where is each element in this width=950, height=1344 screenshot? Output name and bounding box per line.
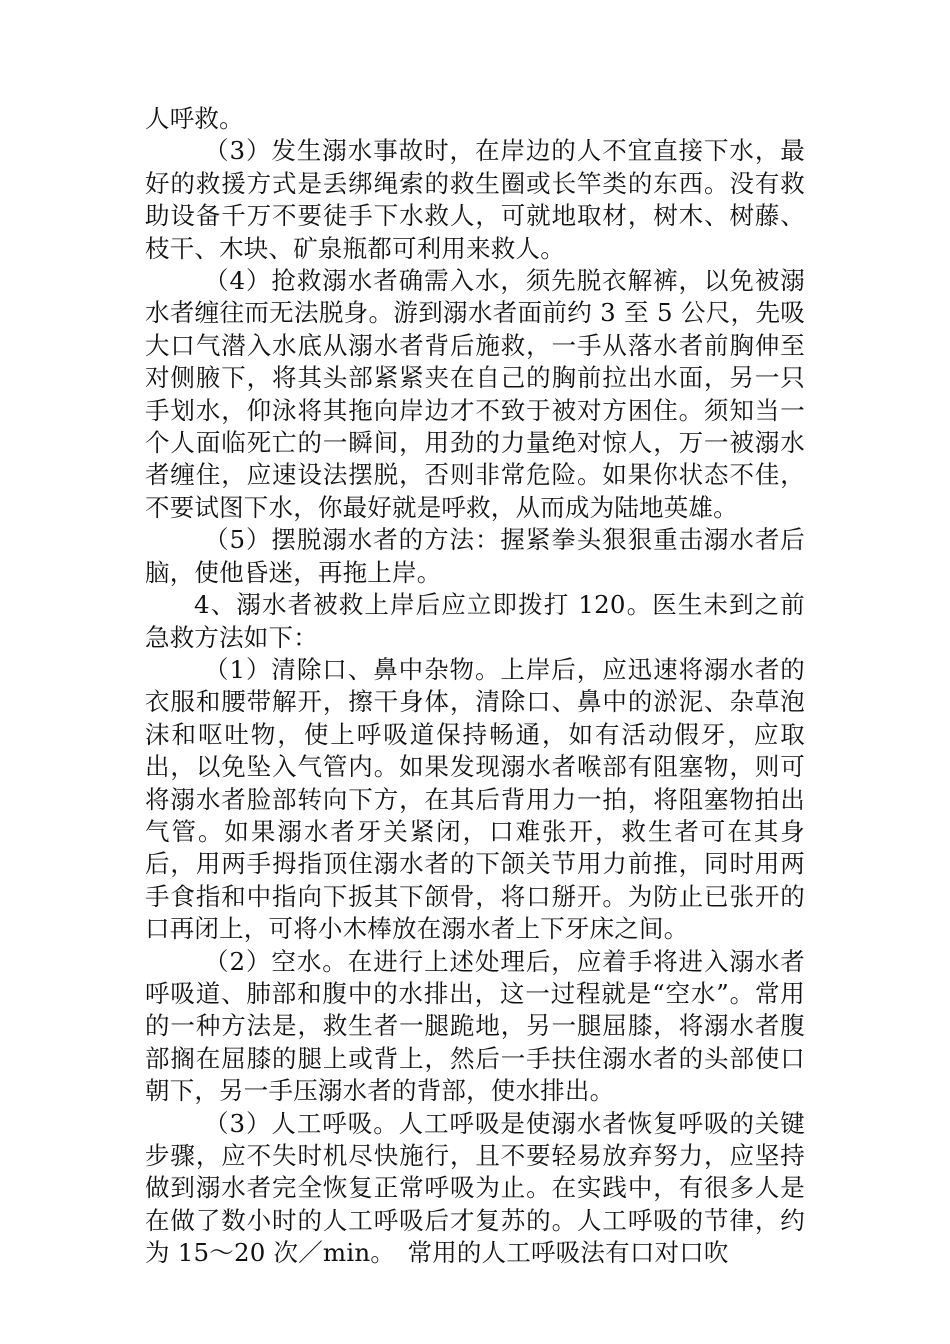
paragraph-first-aid-3: （3）人工呼吸。人工呼吸是使溺水者恢复呼吸的关键步骤，应不失时机尽快施行，且不要轻易放弃努力，应坚持做到溺水者完全恢复正常呼吸为止。在实践中，有很多人是在做了数小时的人工呼吸后才复苏的。人工呼吸的节律，约为 15～20 次／min。 常用的人工呼吸法有口对口吹	[145, 1108, 805, 1268]
paragraph-section-4: 4、溺水者被救上岸后应立即拨打 120。医生未到之前急救方法如下：	[145, 590, 805, 652]
paragraph-first-aid-1: （1）清除口、鼻中杂物。上岸后，应迅速将溺水者的衣服和腰带解开，擦干身体，清除口、鼻中的淤泥、杂草泡沫和呕吐物，使上呼吸道保持畅通，如有活动假牙，应取出，以免坠入气管内。如果发现溺水者喉部有阻塞物，则可将溺水者脸部转向下方，在其后背用力一拍，将阻塞物拍出气管。如果溺水者牙关紧闭，口难张开，救生者可在其身后，用两手拇指顶住溺水者的下颌关节用力前推，同时用两手食指和中指向下扳其下颌骨，将口掰开。为防止已张开的口再闭上，可将小木棒放在溺水者上下牙床之间。	[145, 654, 805, 944]
paragraph-continuation: 人呼救。	[145, 104, 244, 133]
document-body	[145, 103, 805, 1270]
paragraph-rescue-method-4: （4）抢救溺水者确需入水，须先脱衣解裤，以免被溺水者缠往而无法脱身。游到溺水者面前约 3 至 5 公尺，先吸大口气潜入水底从溺水者背后施救，一手从落水者前胸伸至对侧腋下，将其头部紧紧夹在自己的胸前拉出水面，另一只手划水，仰泳将其拖向岸边才不致于被对方困住。须知当一个人面临死亡的一瞬间，用劲的力量绝对惊人，万一被溺水者缠住，应速设法摆脱，否则非常危险。如果你状态不佳，不要试图下水，你最好就是呼救，从而成为陆地英雄。	[145, 266, 805, 522]
paragraph-rescue-method-3: （3）发生溺水事故时，在岸边的人不宜直接下水，最好的救援方式是丢绑绳索的救生圈或长竿类的东西。没有救助设备千万不要徒手下水救人，可就地取材，树木、树藤、枝干、木块、矿泉瓶都可利用来救人。	[145, 136, 805, 263]
paragraph-rescue-method-5: （5）摆脱溺水者的方法：握紧拳头狠狠重击溺水者后脑，使他昏迷，再拖上岸。	[145, 525, 805, 587]
paragraph-first-aid-2: （2）空水。在进行上述处理后，应着手将进入溺水者呼吸道、肺部和腹中的水排出，这一过程就是“空水”。常用的一种方法是，救生者一腿跪地，另一腿屈膝，将溺水者腹部搁在屈膝的腿上或背上，然后一手扶住溺水者的头部使口朝下，另一手压溺水者的背部，使水排出。	[145, 946, 805, 1106]
